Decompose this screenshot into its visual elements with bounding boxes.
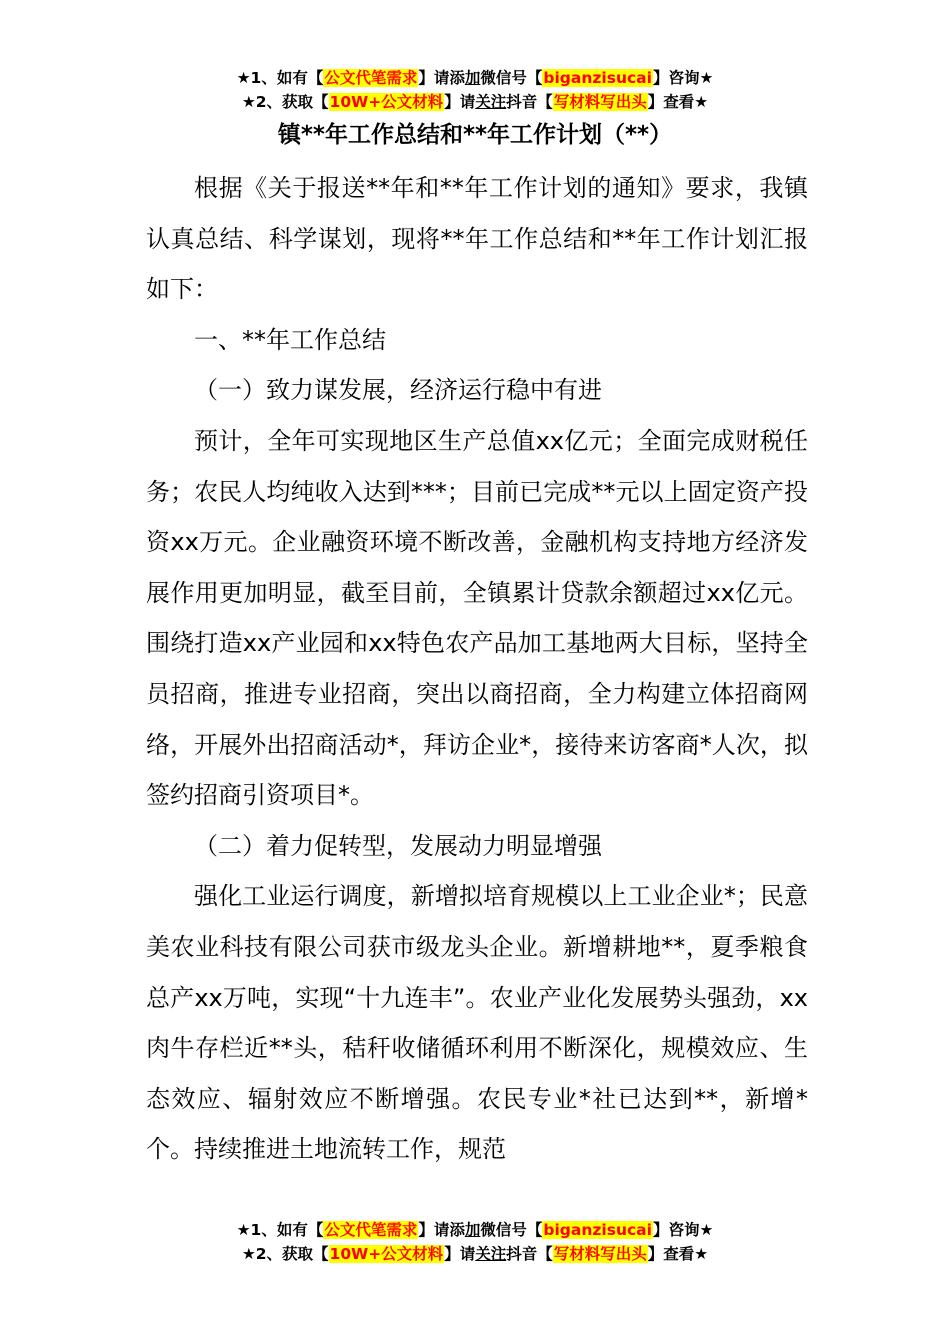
- banner-text: 】查看★: [647, 93, 709, 111]
- banner-highlight: biganzisucai: [543, 69, 652, 87]
- banner-text: ★1、如有【: [236, 1221, 324, 1239]
- top-banner: [0, 66, 950, 114]
- bottom-banner: [0, 1218, 950, 1266]
- banner-highlight: 10W+公文材料: [329, 1245, 444, 1263]
- paragraph-body: 强化工业运行调度，新增拟培育规模以上工业企业*；民意美农业科技有限公司获市级龙头企业。新增耕地**，夏季粮食总产xx万吨，实现“十九连丰”。农业产业化发展势头强劲，xx肉牛存栏近**头，秸秆收储循环利用不断深化，规模效应、生态效应、辐射效应不断增强。农民专业*社已达到**，新增*个。持续推进土地流转工作，规范: [146, 882, 808, 1164]
- banner-text: 】查看★: [647, 1245, 709, 1263]
- banner-highlight: 写材料写出头: [553, 1245, 647, 1263]
- banner-text: 】请添: [418, 1221, 465, 1239]
- banner-text: 】咨询★: [652, 69, 714, 87]
- banner-text: 】咨询★: [652, 1221, 714, 1239]
- paragraph-intro: 根据《关于报送**年和**年工作计划的通知》要求，我镇认真总结、科学谋划，现将**年工作总结和**年工作计划汇报如下：: [146, 174, 808, 304]
- banner-text: 】请: [444, 1245, 476, 1263]
- banner-underlined-text: 关注: [475, 1245, 507, 1263]
- banner-text: 抖音【: [506, 1245, 553, 1263]
- document-body: [146, 163, 808, 1175]
- banner-line-1: [0, 1218, 950, 1242]
- banner-line-2: [0, 1242, 950, 1266]
- banner-text: ★2、获取【: [241, 1245, 329, 1263]
- section-heading: 一、**年工作总结: [194, 325, 386, 354]
- banner-text: 微信号【: [480, 69, 543, 87]
- banner-text: 】请: [444, 93, 476, 111]
- banner-text: 抖音【: [506, 93, 553, 111]
- banner-text: 微信号【: [480, 1221, 543, 1239]
- banner-highlight: 写材料写出头: [553, 93, 647, 111]
- document-title: 镇**年工作总结和**年工作计划（**）: [277, 122, 673, 148]
- banner-text: ★2、获取【: [241, 93, 329, 111]
- banner-text: 】请添: [418, 69, 465, 87]
- banner-highlight: 公文代笔需求: [324, 69, 418, 87]
- banner-text: ★1、如有【: [236, 69, 324, 87]
- banner-line-1: [0, 66, 950, 90]
- subsection-heading: （二）着力促转型，发展动力明显增强: [194, 831, 602, 860]
- banner-line-2: [0, 90, 950, 114]
- banner-highlight: 10W+公文材料: [329, 93, 444, 111]
- banner-highlight: biganzisucai: [543, 1221, 652, 1239]
- banner-underlined-text: 关注: [475, 93, 507, 111]
- subsection-heading: （一）致力谋发展，经济运行稳中有进: [194, 376, 602, 405]
- banner-underlined-text: 加: [464, 69, 481, 87]
- banner-highlight: 公文代笔需求: [324, 1221, 418, 1239]
- banner-underlined-text: 加: [464, 1221, 481, 1239]
- paragraph-body: 预计，全年可实现地区生产总值xx亿元；全面完成财税任务；农民人均纯收入达到***；目前已完成**元以上固定资产投资xx万元。企业融资环境不断改善，金融机构支持地方经济发展作用更加明显，截至目前，全镇累计贷款余额超过xx亿元。围绕打造xx产业园和xx特色农产品加工基地两大目标，坚持全员招商，推进专业招商，突出以商招商，全力构建立体招商网络，开展外出招商活动*，拜访企业*，接待来访客商*人次，拟签约招商引资项目*。: [146, 426, 808, 810]
